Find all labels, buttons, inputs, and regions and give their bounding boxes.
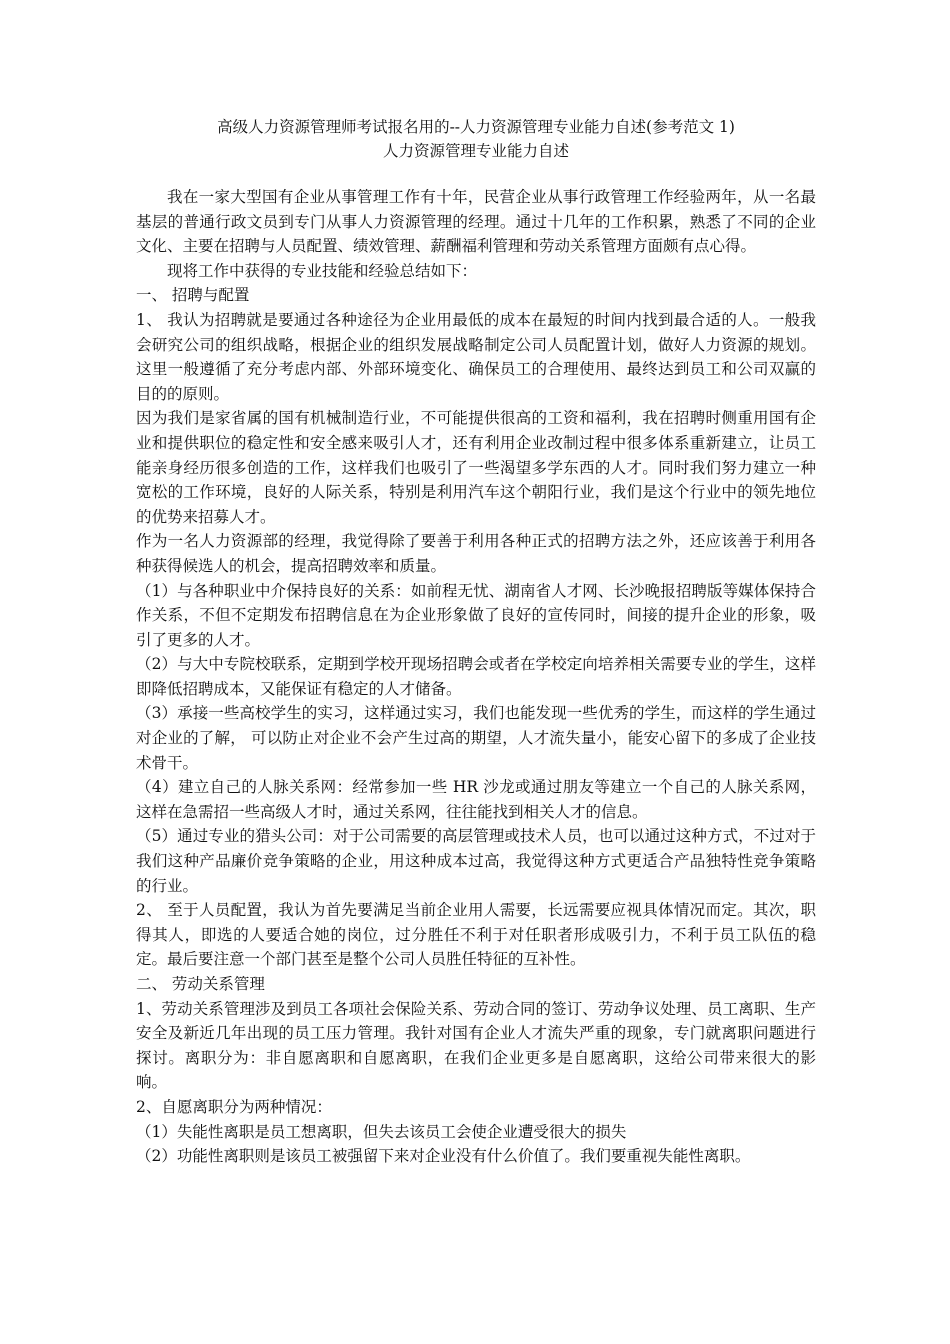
recruitment-paragraph: 作为一名人力资源部的经理，我觉得除了要善于利用各种正式的招聘方法之外，还应该善于利用各种获得候选人的机会，提高招聘效率和质量。 xyxy=(136,532,816,575)
labor-relations-point-2: 2、自愿离职分为两种情况： xyxy=(136,1097,332,1116)
section-heading-recruitment: 一、 招聘与配置 xyxy=(136,286,250,305)
intro-paragraph: 我在一家大型国有企业从事管理工作有十年，民营企业从事行政管理工作经验两年，从一名最基层的普通行政文员到专门从事人力资源管理的经理。通过十几年的工作积累，熟悉了不同的企业文化、主要在招聘与人员配置、绩效管理、薪酬福利管理和劳动关系管理方面颇有点心得。 xyxy=(136,188,816,256)
recruitment-point-1: 1、 我认为招聘就是要通过各种途径为企业用最低的成本在最短的时间内找到最合适的人。一般我会研究公司的组织战略，根据企业的组织发展战略制定公司人员配置计划，做好人力资源的规划。这里一般遵循了充分考虑内部、外部环境变化、确保员工的合理使用、最终达到员工和公司双赢的目的的原则。 xyxy=(136,310,816,403)
recruitment-method-item: （1）与各种职业中介保持良好的关系：如前程无忧、湖南省人才网、长沙晚报招聘版等媒体保持合作关系，不但不定期发布招聘信息在为企业形象做了良好的宣传同时，间接的提升企业的形象，吸引了更多的人才。 xyxy=(136,581,816,649)
section-heading-labor-relations: 二、 劳动关系管理 xyxy=(136,975,265,993)
recruitment-method-item: （4）建立自己的人脉关系网：经常参加一些 HR 沙龙或通过朋友等建立一个自己的人脉关系网，这样在急需招一些高级人才时，通过关系网，往往能找到相关人才的信息。 xyxy=(136,778,816,821)
document-body xyxy=(136,185,816,1169)
recruitment-method-item: （5）通过专业的猎头公司：对于公司需要的高层管理或技术人员，也可以通过这种方式，不过对于我们这种产品廉价竞争策略的企业，用这种成本过高，我觉得这种方式更适合产品独特性竞争策略的行业。 xyxy=(136,827,816,895)
summary-intro-paragraph: 现将工作中获得的专业技能和经验总结如下： xyxy=(167,261,478,280)
recruitment-method-item: （2）与大中专院校联系，定期到学校开现场招聘会或者在学校定向培养相关需要专业的学生，这样即降低招聘成本，又能保证有稳定的人才储备。 xyxy=(136,655,816,698)
recruitment-method-item: （3）承接一些高校学生的实习，这样通过实习，我们也能发现一些优秀的学生，而这样的学生通过对企业的了解， 可以防止对企业不会产生过高的期望，人才流失量小，能安心留下的多成了企业技术骨干。 xyxy=(136,704,816,772)
document-subtitle: 人力资源管理专业能力自述 xyxy=(382,142,569,160)
staffing-point-2: 2、 至于人员配置，我认为首先要满足当前企业用人需要，长远需要应视具体情况而定。其次，职得其人，即选的人要适合她的岗位，过分胜任不利于对任职者形成吸引力，不利于员工队伍的稳定。最后要注意一个部门甚至是整个公司人员胜任特征的互补性。 xyxy=(136,901,816,969)
document-page xyxy=(136,112,816,1169)
labor-relations-point-1: 1、劳动关系管理涉及到员工各项社会保险关系、劳动合同的签订、劳动争议处理、员工离职、生产安全及新近几年出现的员工压力管理。我针对国有企业人才流失严重的现象，专门就离职问题进行探讨。离职分为：非自愿离职和自愿离职，在我们企业更多是自愿离职，这给公司带来很大的影响。 xyxy=(136,999,816,1092)
recruitment-paragraph: 因为我们是家省属的国有机械制造行业，不可能提供很高的工资和福利，我在招聘时侧重用国有企业和提供职位的稳定性和安全感来吸引人才，还有利用企业改制过程中很多体系重新建立，让员工能亲身经历很多创造的工作，这样我们也吸引了一些渴望多学东西的人才。同时我们努力建立一种宽松的工作环境，良好的人际关系，特别是利用汽车这个朝阳行业，我们是这个行业中的领先地位的优势来招募人才。 xyxy=(136,409,816,526)
document-title: 高级人力资源管理师考试报名用的--人力资源管理专业能力自述(参考范文 1) xyxy=(217,118,735,136)
resignation-type-item: （2）功能性离职则是该员工被强留下来对企业没有什么价值了。我们要重视失能性离职。 xyxy=(136,1147,751,1166)
resignation-type-item: （1）失能性离职是员工想离职，但失去该员工会使企业遭受很大的损失 xyxy=(136,1122,627,1141)
